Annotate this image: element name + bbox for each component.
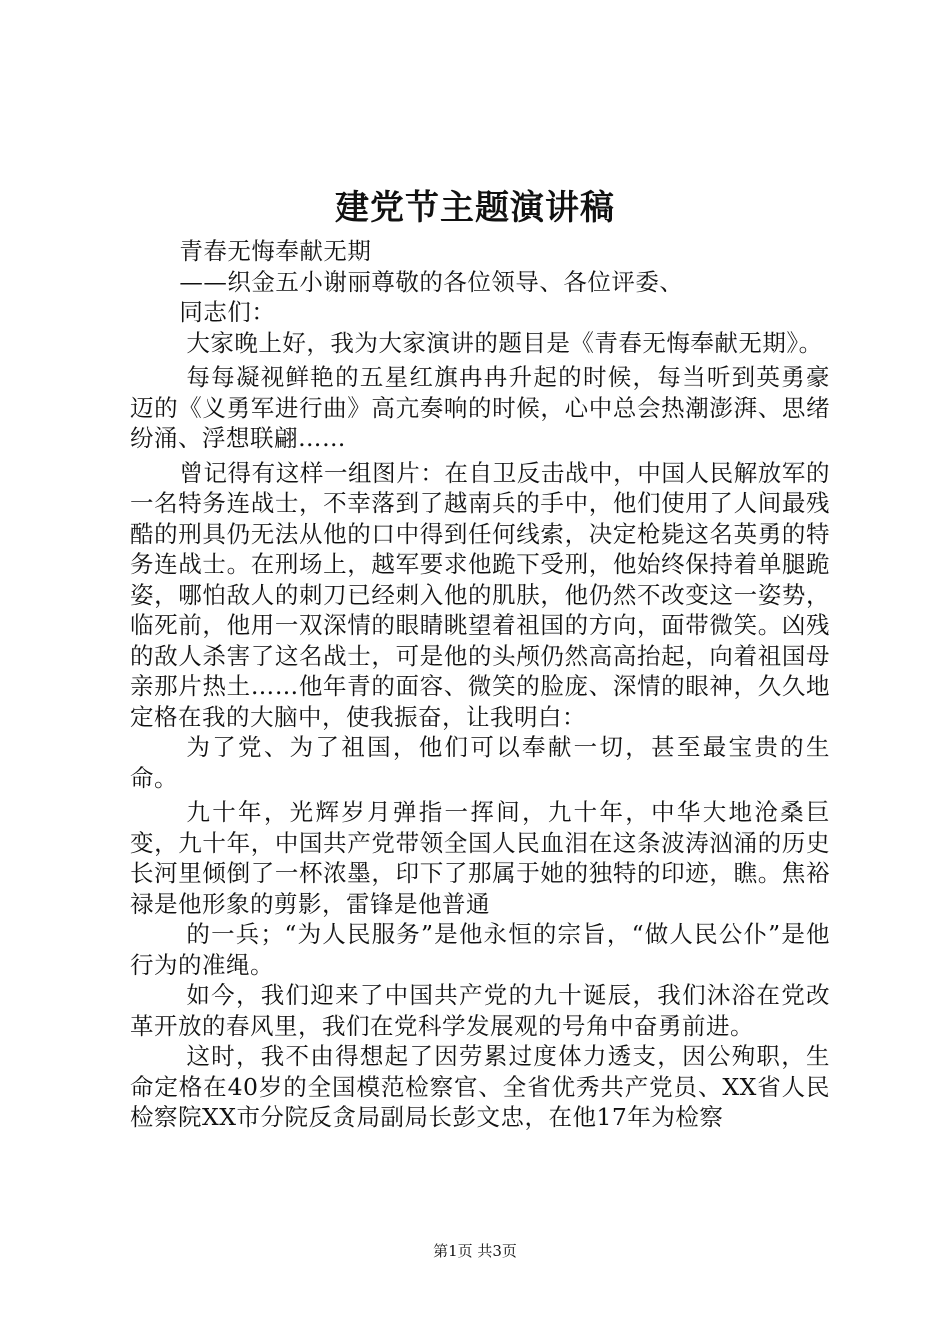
paragraph-comrades: 同志们：	[179, 298, 276, 326]
paragraph-flag: 每每凝视鲜艳的五星红旗冉冉升起的时候，每当听到英勇豪迈的《义勇军进行曲》高亢奏响的时候，心中总会热潮澎湃、思绪纷涌、浮想联翩……	[130, 363, 830, 452]
paragraph-serve-people: 的一兵；“为人民服务”是他永恒的宗旨，“做人民公仆”是他行为的准绳。	[130, 920, 830, 979]
document-title: 建党节主题演讲稿	[335, 188, 615, 228]
paragraph-sacrifice: 为了党、为了祖国，他们可以奉献一切，甚至最宝贵的生命。	[130, 733, 830, 792]
paragraph-soldier-story: 曾记得有这样一组图片：在自卫反击战中，中国人民解放军的一名特务连战士，不幸落到了越南兵的手中，他们使用了人间最残酷的刑具仍无法从他的口中得到任何线索，决定枪毙这名英勇的特务连战士。在刑场上，越军要求他跪下受刑，他始终保持着单腿跪姿，哪怕敌人的刺刀已经刺入他的肌肤，他仍然不改变这一姿势，临死前，他用一双深情的眼睛眺望着祖国的方向，面带微笑。凶残的敌人杀害了这名战士，可是他的头颅仍然高高抬起，向着祖国母亲那片热土……他年青的面容、微笑的脸庞、深情的眼神，久久地定格在我的大脑中，使我振奋，让我明白：	[130, 458, 830, 731]
document-body	[130, 236, 830, 1133]
paragraph-today: 如今，我们迎来了中国共产党的九十诞辰，我们沐浴在党改革开放的春风里，我们在党科学发展观的号角中奋勇前进。	[130, 981, 830, 1040]
paragraph-subtitle: 青春无悔奉献无期	[179, 237, 372, 265]
paragraph-peng-wenzhong: 这时，我不由得想起了因劳累过度体力透支，因公殉职，生命定格在40岁的全国模范检察官、全省优秀共产党员、XX省人民检察院XX市分院反贪局副局长彭文忠，在他17年为检察	[130, 1042, 830, 1131]
paragraph-author-salutation: ——织金五小谢丽尊敬的各位领导、各位评委、	[179, 267, 684, 296]
paragraph-greeting: 大家晚上好，我为大家演讲的题目是《青春无悔奉献无期》。	[186, 328, 823, 357]
page-footer: 第1页 共3页	[433, 1242, 517, 1260]
paragraph-ninety-years: 九十年，光辉岁月弹指一挥间，九十年，中华大地沧桑巨变，九十年，中国共产党带领全国人民血泪在这条波涛汹涌的历史长河里倾倒了一杯浓墨，印下了那属于她的独特的印迹，瞧。焦裕禄是他形象的剪影，雷锋是他普通	[130, 798, 830, 918]
